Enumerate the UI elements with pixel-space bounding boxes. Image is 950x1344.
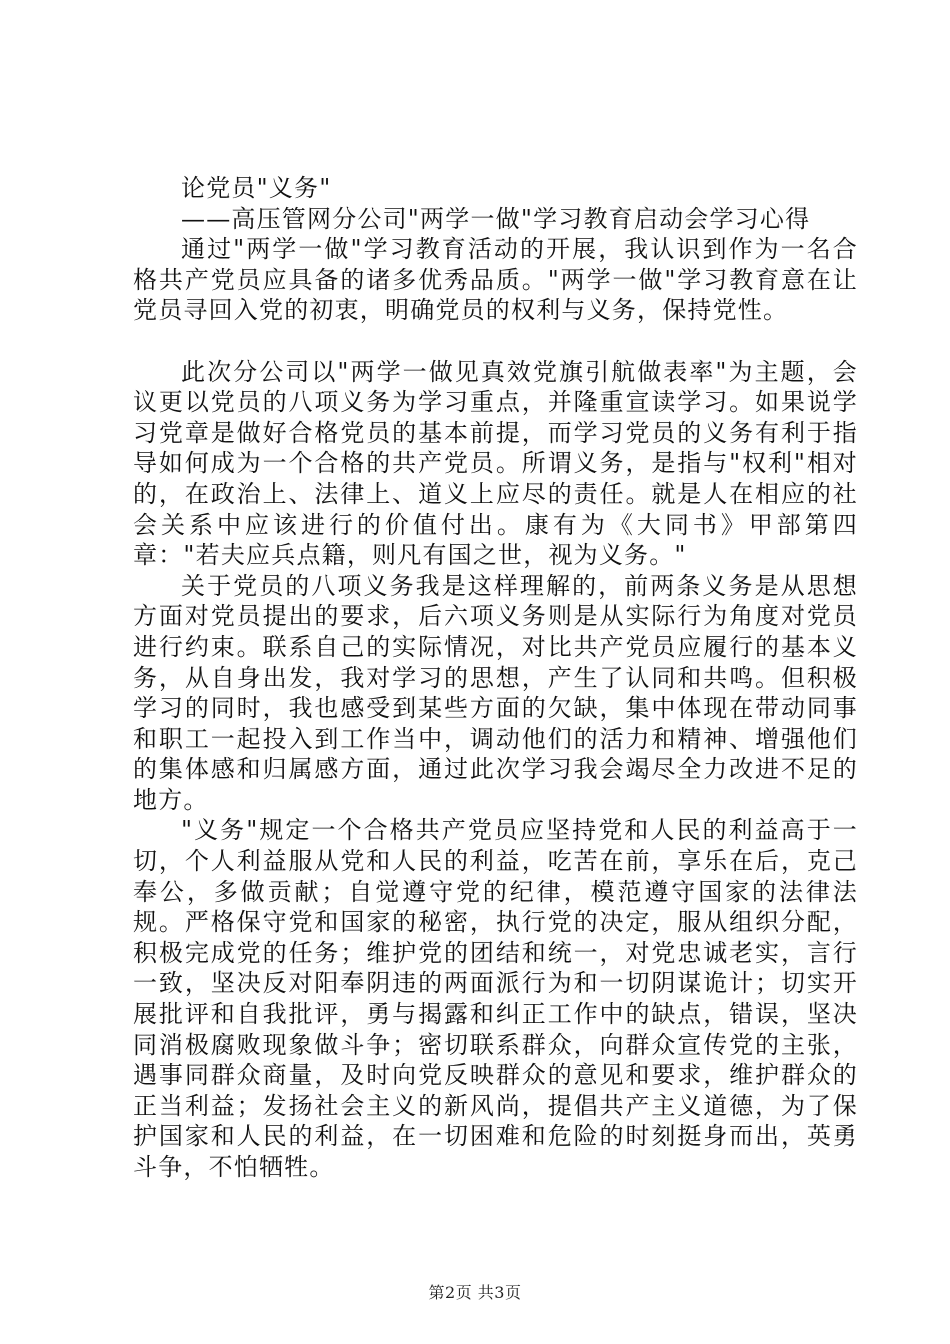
paragraph-theme: 此次分公司以"两学一做见真效党旗引航做表率"为主题，会议更以党员的八项义务为学习重点，并隆重宣读学习。如果说学习党章是做好合格党员的基本前提，而学习党员的义务有利于指导如何成为一个合格的共产党员。所谓义务，是指与"权利"相对的，在政治上、法律上、道义上应尽的责任。就是人在相应的社会关系中应该进行的价值付出。康有为《大同书》甲部第四章："若夫应兵点籍，则凡有国之世，视为义务。" — [133, 357, 858, 570]
paragraph-intro: 通过"两学一做"学习教育活动的开展，我认识到作为一名合格共产党员应具备的诸多优秀品质。"两学一做"学习教育意在让党员寻回入党的初衷，明确党员的权利与义务，保持党性。 — [133, 235, 858, 325]
document-body — [133, 173, 858, 1183]
document-title: 论党员"义务" — [181, 174, 332, 202]
page-number: 第2页 共3页 — [428, 1283, 522, 1302]
document-subtitle: ——高压管网分公司"两学一做"学习教育启动会学习心得 — [181, 204, 811, 233]
paragraph-duties: "义务"规定一个合格共产党员应坚持党和人民的利益高于一切，个人利益服从党和人民的利益，吃苦在前，享乐在后，克己奉公，多做贡献；自觉遵守党的纪律，模范遵守国家的法律法规。严格保守党和国家的秘密，执行党的决定，服从组织分配，积极完成党的任务；维护党的团结和统一，对党忠诚老实，言行一致，坚决反对阳奉阴违的两面派行为和一切阴谋诡计；切实开展批评和自我批评，勇与揭露和纠正工作中的缺点，错误，坚决同消极腐败现象做斗争；密切联系群众，向群众宣传党的主张，遇事同群众商量，及时向党反映群众的意见和要求，维护群众的正当利益；发扬社会主义的新风尚，提倡共产主义道德，为了保护国家和人民的利益，在一切困难和危险的时刻挺身而出，英勇斗争，不怕牺牲。 — [133, 816, 858, 1181]
paragraph-understanding: 关于党员的八项义务我是这样理解的，前两条义务是从思想方面对党员提出的要求，后六项义务则是从实际行为角度对党员进行约束。联系自己的实际情况，对比共产党员应履行的基本义务，从自身出发，我对学习的思想，产生了认同和共鸣。但积极学习的同时，我也感受到某些方面的欠缺，集中体现在带动同事和职工一起投入到工作当中，调动他们的活力和精神、增强他们的集体感和归属感方面，通过此次学习我会竭尽全力改进不足的地方。 — [133, 571, 858, 814]
